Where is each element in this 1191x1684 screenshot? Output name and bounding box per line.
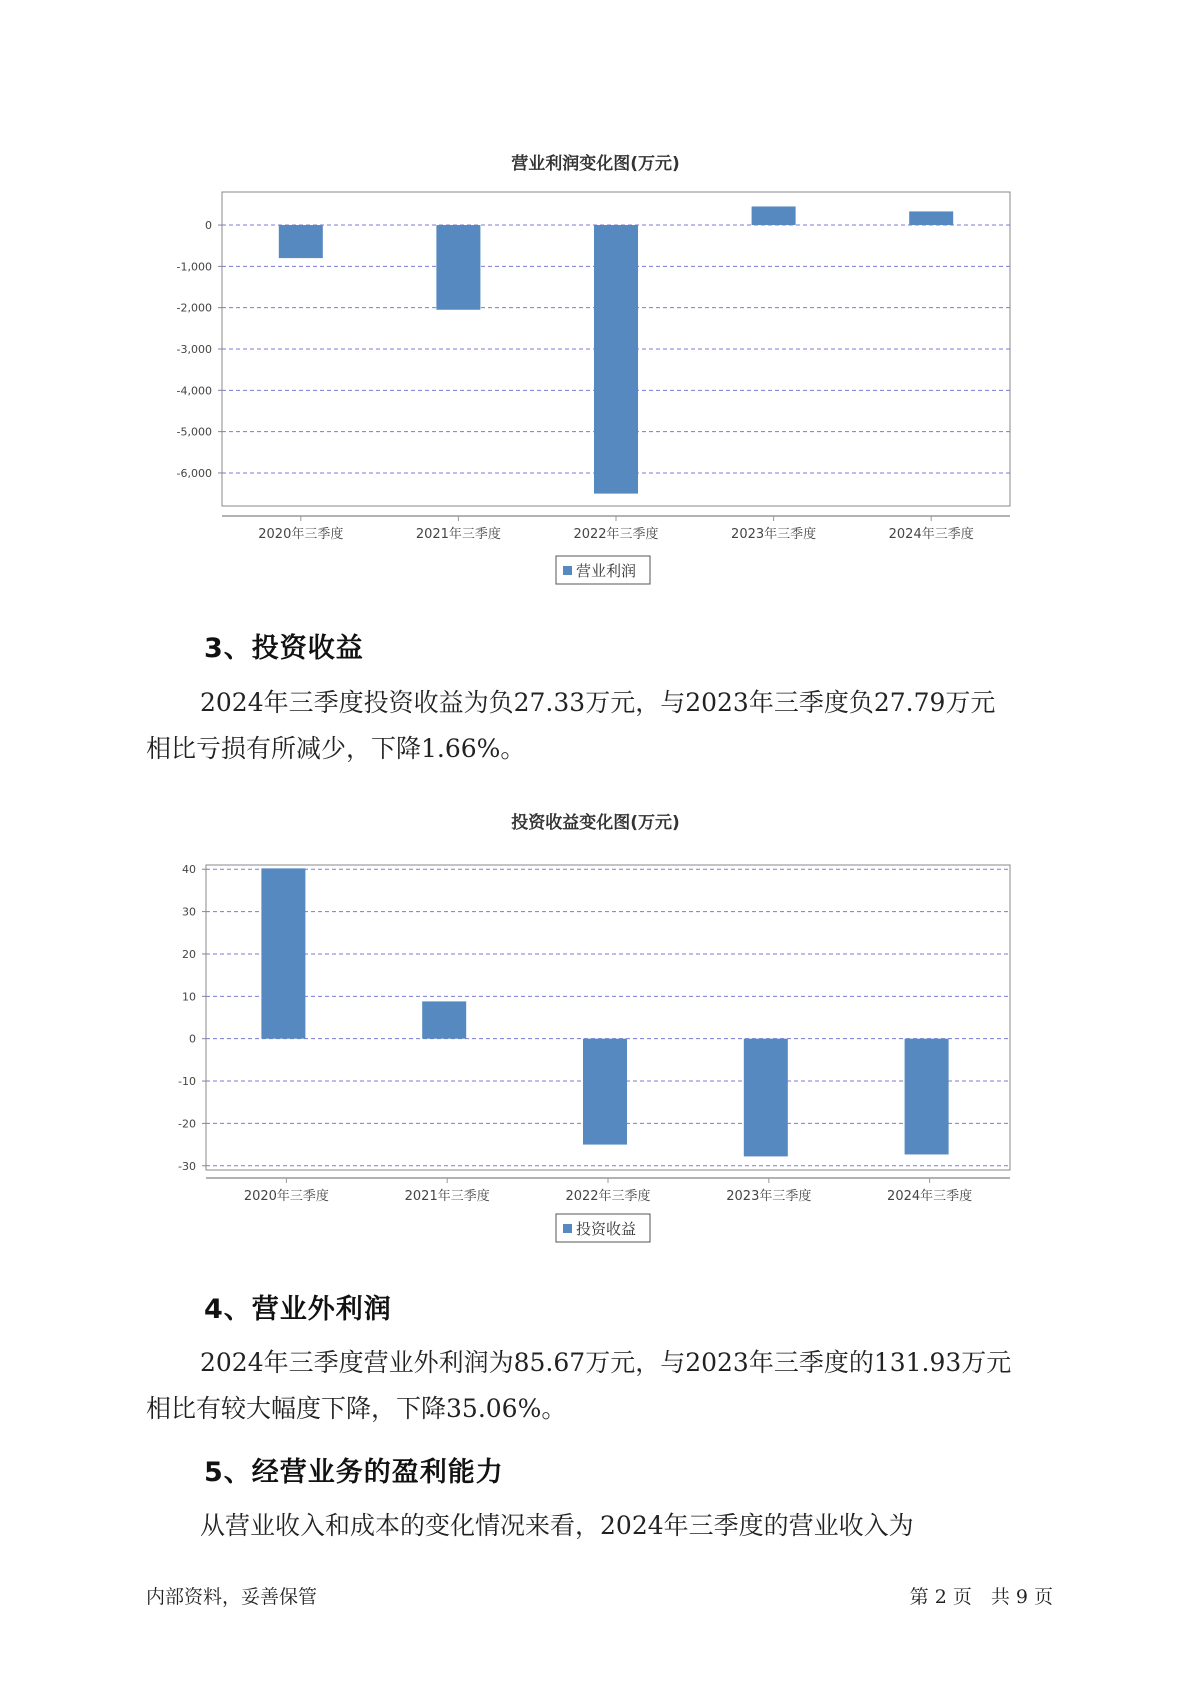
section-5-paragraph (146, 1503, 1066, 1549)
footer-page-number: 第 2 页 共 9 页 (909, 1586, 1053, 1608)
y-tick-label: -3,000 (176, 343, 212, 356)
y-tick-label: -20 (178, 1117, 196, 1131)
legend-label: 投资收益 (576, 1220, 637, 1238)
x-tick-label: 2020年三季度 (258, 527, 344, 542)
chart-2-title: 投资收益变化图(万元) (511, 813, 680, 833)
y-tick-label: 0 (189, 1032, 196, 1046)
section-3-heading: 3、投资收益 (204, 633, 364, 664)
legend (556, 1214, 650, 1242)
section-4-heading: 4、营业外利润 (204, 1294, 392, 1325)
bar-2022年三季度 (583, 1039, 627, 1145)
y-tick-label: -2,000 (176, 301, 212, 315)
x-tick-label: 2024年三季度 (888, 527, 974, 542)
legend-swatch (563, 566, 572, 575)
bar-2024年三季度 (909, 211, 953, 225)
section-4-line-1: 2024年三季度营业外利润为85.67万元，与2023年三季度的131.93万元 (200, 1348, 1012, 1377)
bar-2023年三季度 (744, 1039, 788, 1157)
bar-2021年三季度 (422, 1001, 466, 1038)
x-tick-label: 2020年三季度 (243, 1189, 329, 1204)
x-tick-label: 2023年三季度 (726, 1189, 812, 1204)
section-4-line-2: 相比有较大幅度下降，下降35.06%。 (146, 1394, 567, 1423)
legend-label: 营业利润 (576, 562, 637, 580)
y-tick-label: -6,000 (176, 466, 212, 480)
y-tick-label: -10 (178, 1075, 196, 1089)
y-tick-label: 0 (205, 219, 212, 233)
y-tick-label: 30 (182, 905, 196, 919)
bar-2021年三季度 (436, 225, 480, 310)
x-tick-label: 2022年三季度 (565, 1189, 651, 1204)
y-tick-label: 20 (182, 947, 196, 961)
investment-income-chart (0, 840, 1191, 1260)
section-5-heading: 5、经营业务的盈利能力 (204, 1457, 504, 1488)
chart-1-title: 营业利润变化图(万元) (511, 154, 680, 174)
x-tick-label: 2024年三季度 (887, 1189, 973, 1204)
x-tick-label: 2023年三季度 (731, 527, 817, 542)
y-tick-label: -4,000 (176, 384, 212, 398)
y-tick-label: 40 (182, 863, 196, 877)
bar-2023年三季度 (752, 206, 796, 225)
section-5-line-1: 从营业收入和成本的变化情况来看，2024年三季度的营业收入为 (200, 1511, 914, 1540)
y-tick-label: 10 (182, 990, 196, 1004)
legend (556, 556, 650, 584)
legend-swatch (563, 1224, 572, 1233)
section-4-paragraph (146, 1340, 1066, 1432)
footer-left: 内部资料，妥善保管 (146, 1586, 318, 1608)
bar-2020年三季度 (261, 868, 305, 1038)
section-3-line-1: 2024年三季度投资收益为负27.33万元，与2023年三季度负27.79万元 (200, 688, 996, 717)
y-tick-label: -5,000 (176, 425, 212, 439)
x-tick-label: 2021年三季度 (415, 527, 501, 542)
section-3-line-2: 相比亏损有所减少，下降1.66%。 (146, 734, 526, 763)
y-tick-label: -1,000 (176, 260, 212, 274)
y-tick-label: -30 (178, 1159, 196, 1173)
bar-2020年三季度 (279, 225, 323, 258)
operating-profit-chart (0, 180, 1191, 610)
x-tick-label: 2022年三季度 (573, 527, 659, 542)
section-3-paragraph (146, 680, 1066, 772)
x-tick-label: 2021年三季度 (404, 1189, 490, 1204)
bar-2024年三季度 (905, 1039, 949, 1155)
bar-2022年三季度 (594, 225, 638, 494)
